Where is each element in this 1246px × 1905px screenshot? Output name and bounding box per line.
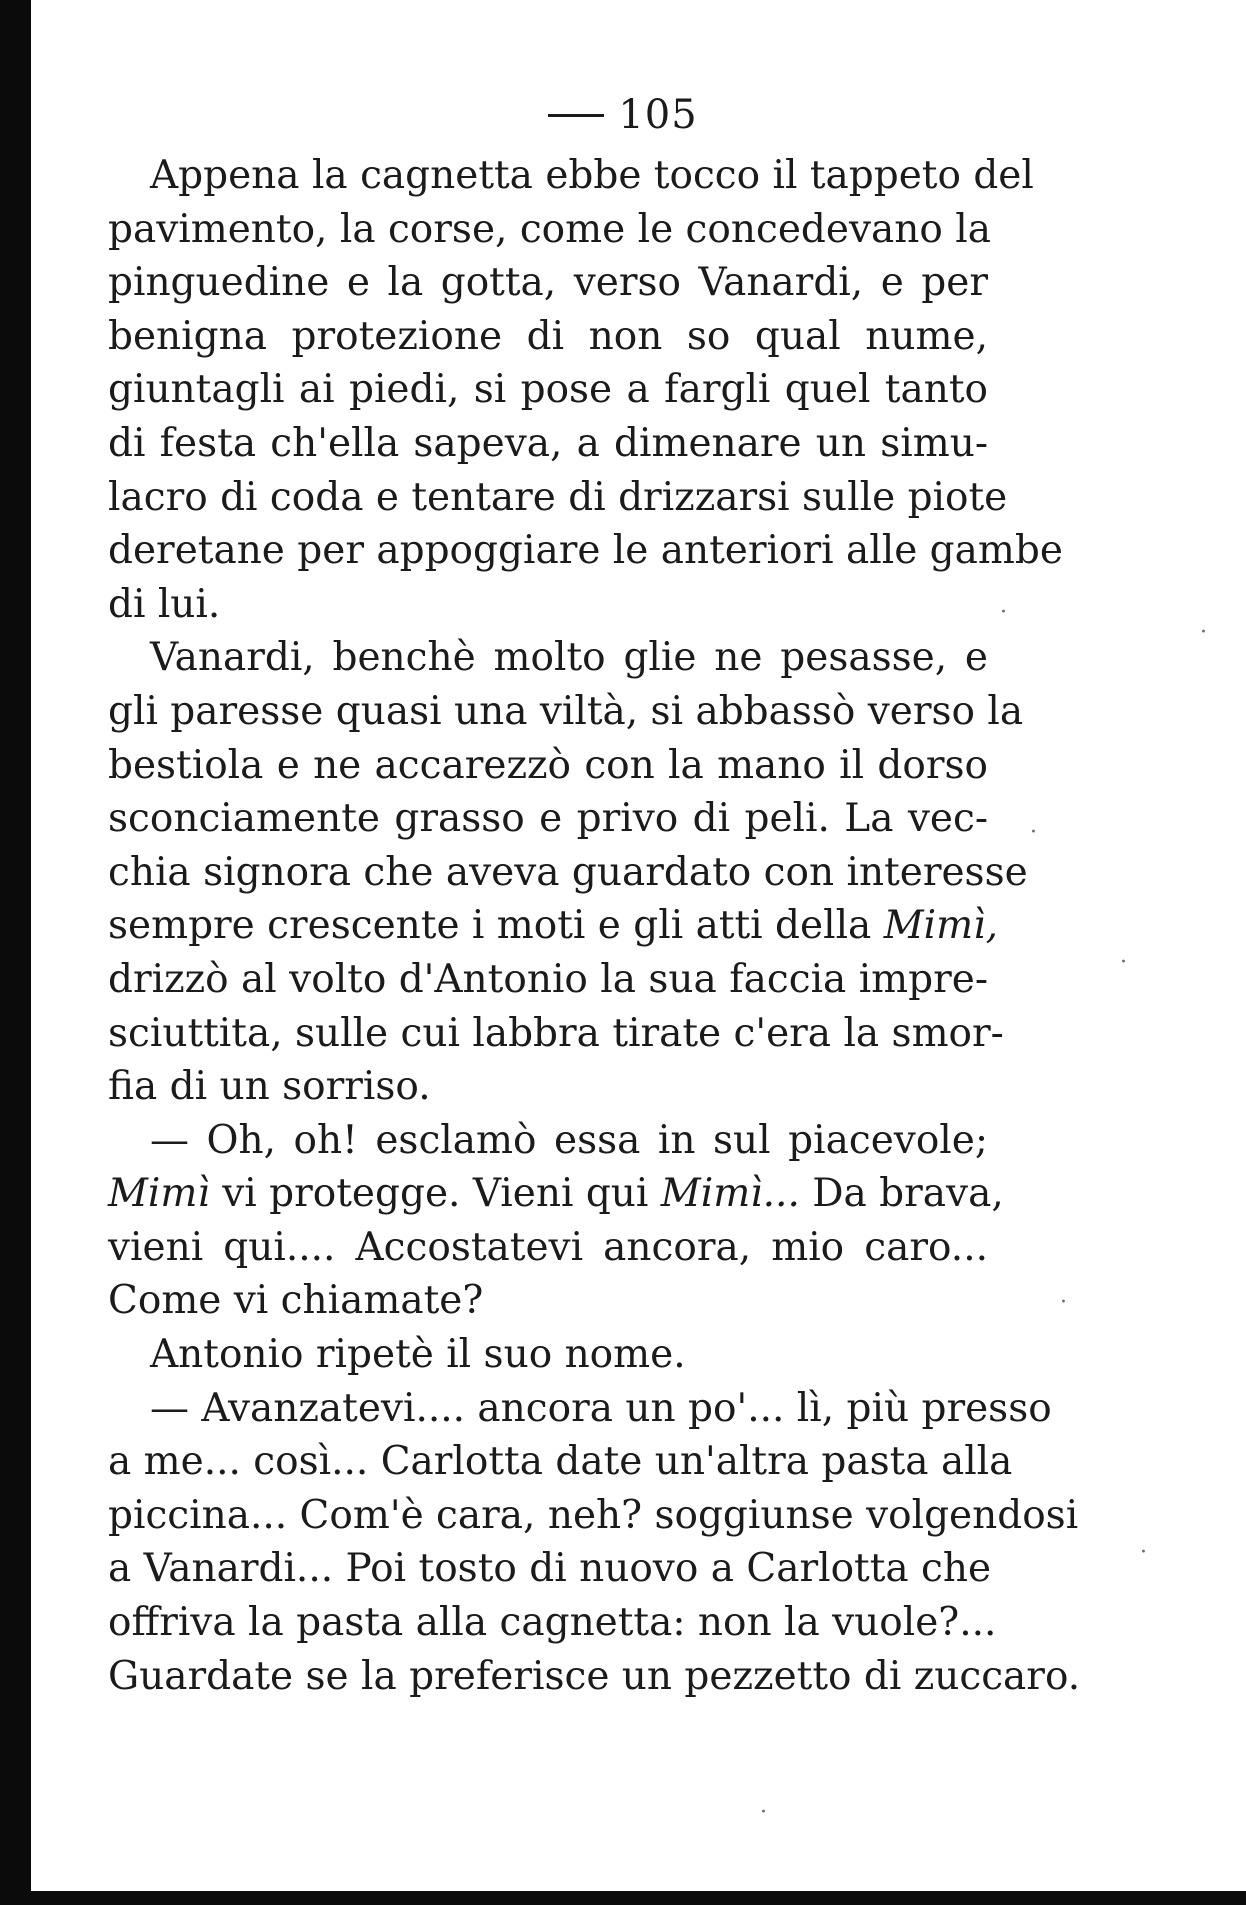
scan-noise: · [1200, 620, 1213, 645]
text-line-mixed [108, 1167, 1004, 1221]
text-line: Guardate se la preferisce un pezzetto di zuccaro. [108, 1653, 1081, 1699]
text-line: offriva la pasta alla cagnetta: non la vuole?... [108, 1600, 997, 1646]
text-line: sciuttita, sulle cui labbra tirate c'era la smor- [108, 1010, 1004, 1056]
text-line: Vanardi, benchè molto glie ne pesasse, e [150, 635, 988, 681]
text-line: gli paresse quasi una viltà, si abbassò verso la [108, 688, 1024, 734]
text-line: Appena la cagnetta ebbe tocco il tappeto del [150, 153, 1034, 198]
italic-name: Mimì, [883, 903, 998, 949]
text-line: deretane per appoggiare le anteriori alle gambe [108, 528, 1063, 574]
text-line: lacro di coda e tentare di drizzarsi sulle piote [108, 474, 1008, 520]
text-line: pinguedine e la gotta, verso Vanardi, e per [108, 260, 988, 306]
text-line: drizzò al volto d'Antonio la sua faccia impre- [108, 956, 989, 1002]
header-dash [548, 114, 604, 117]
text-line: Antonio ripetè il suo nome. [150, 1332, 686, 1378]
text-line: piccina... Com'è cara, neh? soggiunse volgendosi [108, 1492, 1079, 1538]
scan-noise: · [1000, 600, 1013, 625]
text-line: a Vanardi... Poi tosto di nuovo a Carlotta che [108, 1546, 992, 1592]
text-line: — Oh, oh! esclamò essa in sul piacevole; [150, 1117, 988, 1163]
body-text [108, 149, 1081, 1703]
text-line: giuntagli ai piedi, si pose a fargli quel tanto [108, 367, 988, 413]
page-binding-shadow [0, 0, 31, 1905]
italic-name: Mimì [108, 1171, 210, 1217]
scan-noise: · [1030, 820, 1043, 845]
text-line: bestiola e ne accarezzò con la mano il dorso [108, 742, 988, 788]
scan-noise: · [1140, 1540, 1153, 1565]
italic-name: Mimì... [660, 1171, 800, 1217]
text-line: sconciamente grasso e privo di peli. La vec- [108, 796, 988, 842]
text-line: — Avanzatevi.... ancora un po'... lì, più presso [150, 1385, 1052, 1431]
text-segment: vi protegge. Vieni qui [209, 1171, 661, 1217]
text-line: di festa ch'ella sapeva, a dimenare un simu- [108, 420, 988, 466]
text-segment: sempre crescente i moti e gli atti della [108, 903, 884, 949]
text-line: benigna protezione di non so qual nume, [108, 313, 988, 359]
page-header [0, 82, 1246, 142]
text-segment: Da brava, [799, 1171, 1004, 1217]
text-line: fia di un sorriso. [108, 1064, 431, 1110]
text-line: chia signora che aveva guardato con interesse [108, 849, 1028, 895]
page-number: 105 [618, 92, 698, 138]
text-line: a me... così... Carlotta date un'altra pasta alla [108, 1439, 1013, 1485]
scan-noise: · [1060, 1290, 1073, 1315]
text-line: di lui. [108, 581, 221, 627]
scan-noise: · [1120, 950, 1133, 975]
text-line: pavimento, la corse, come le concedevano la [108, 206, 991, 252]
scan-noise: · [760, 1800, 773, 1825]
text-line: vieni qui.... Accostatevi ancora, mio caro... [108, 1224, 988, 1270]
text-line-mixed [108, 899, 998, 953]
text-line: Come vi chiamate? [108, 1278, 484, 1324]
page-bottom-edge [31, 1891, 1246, 1905]
